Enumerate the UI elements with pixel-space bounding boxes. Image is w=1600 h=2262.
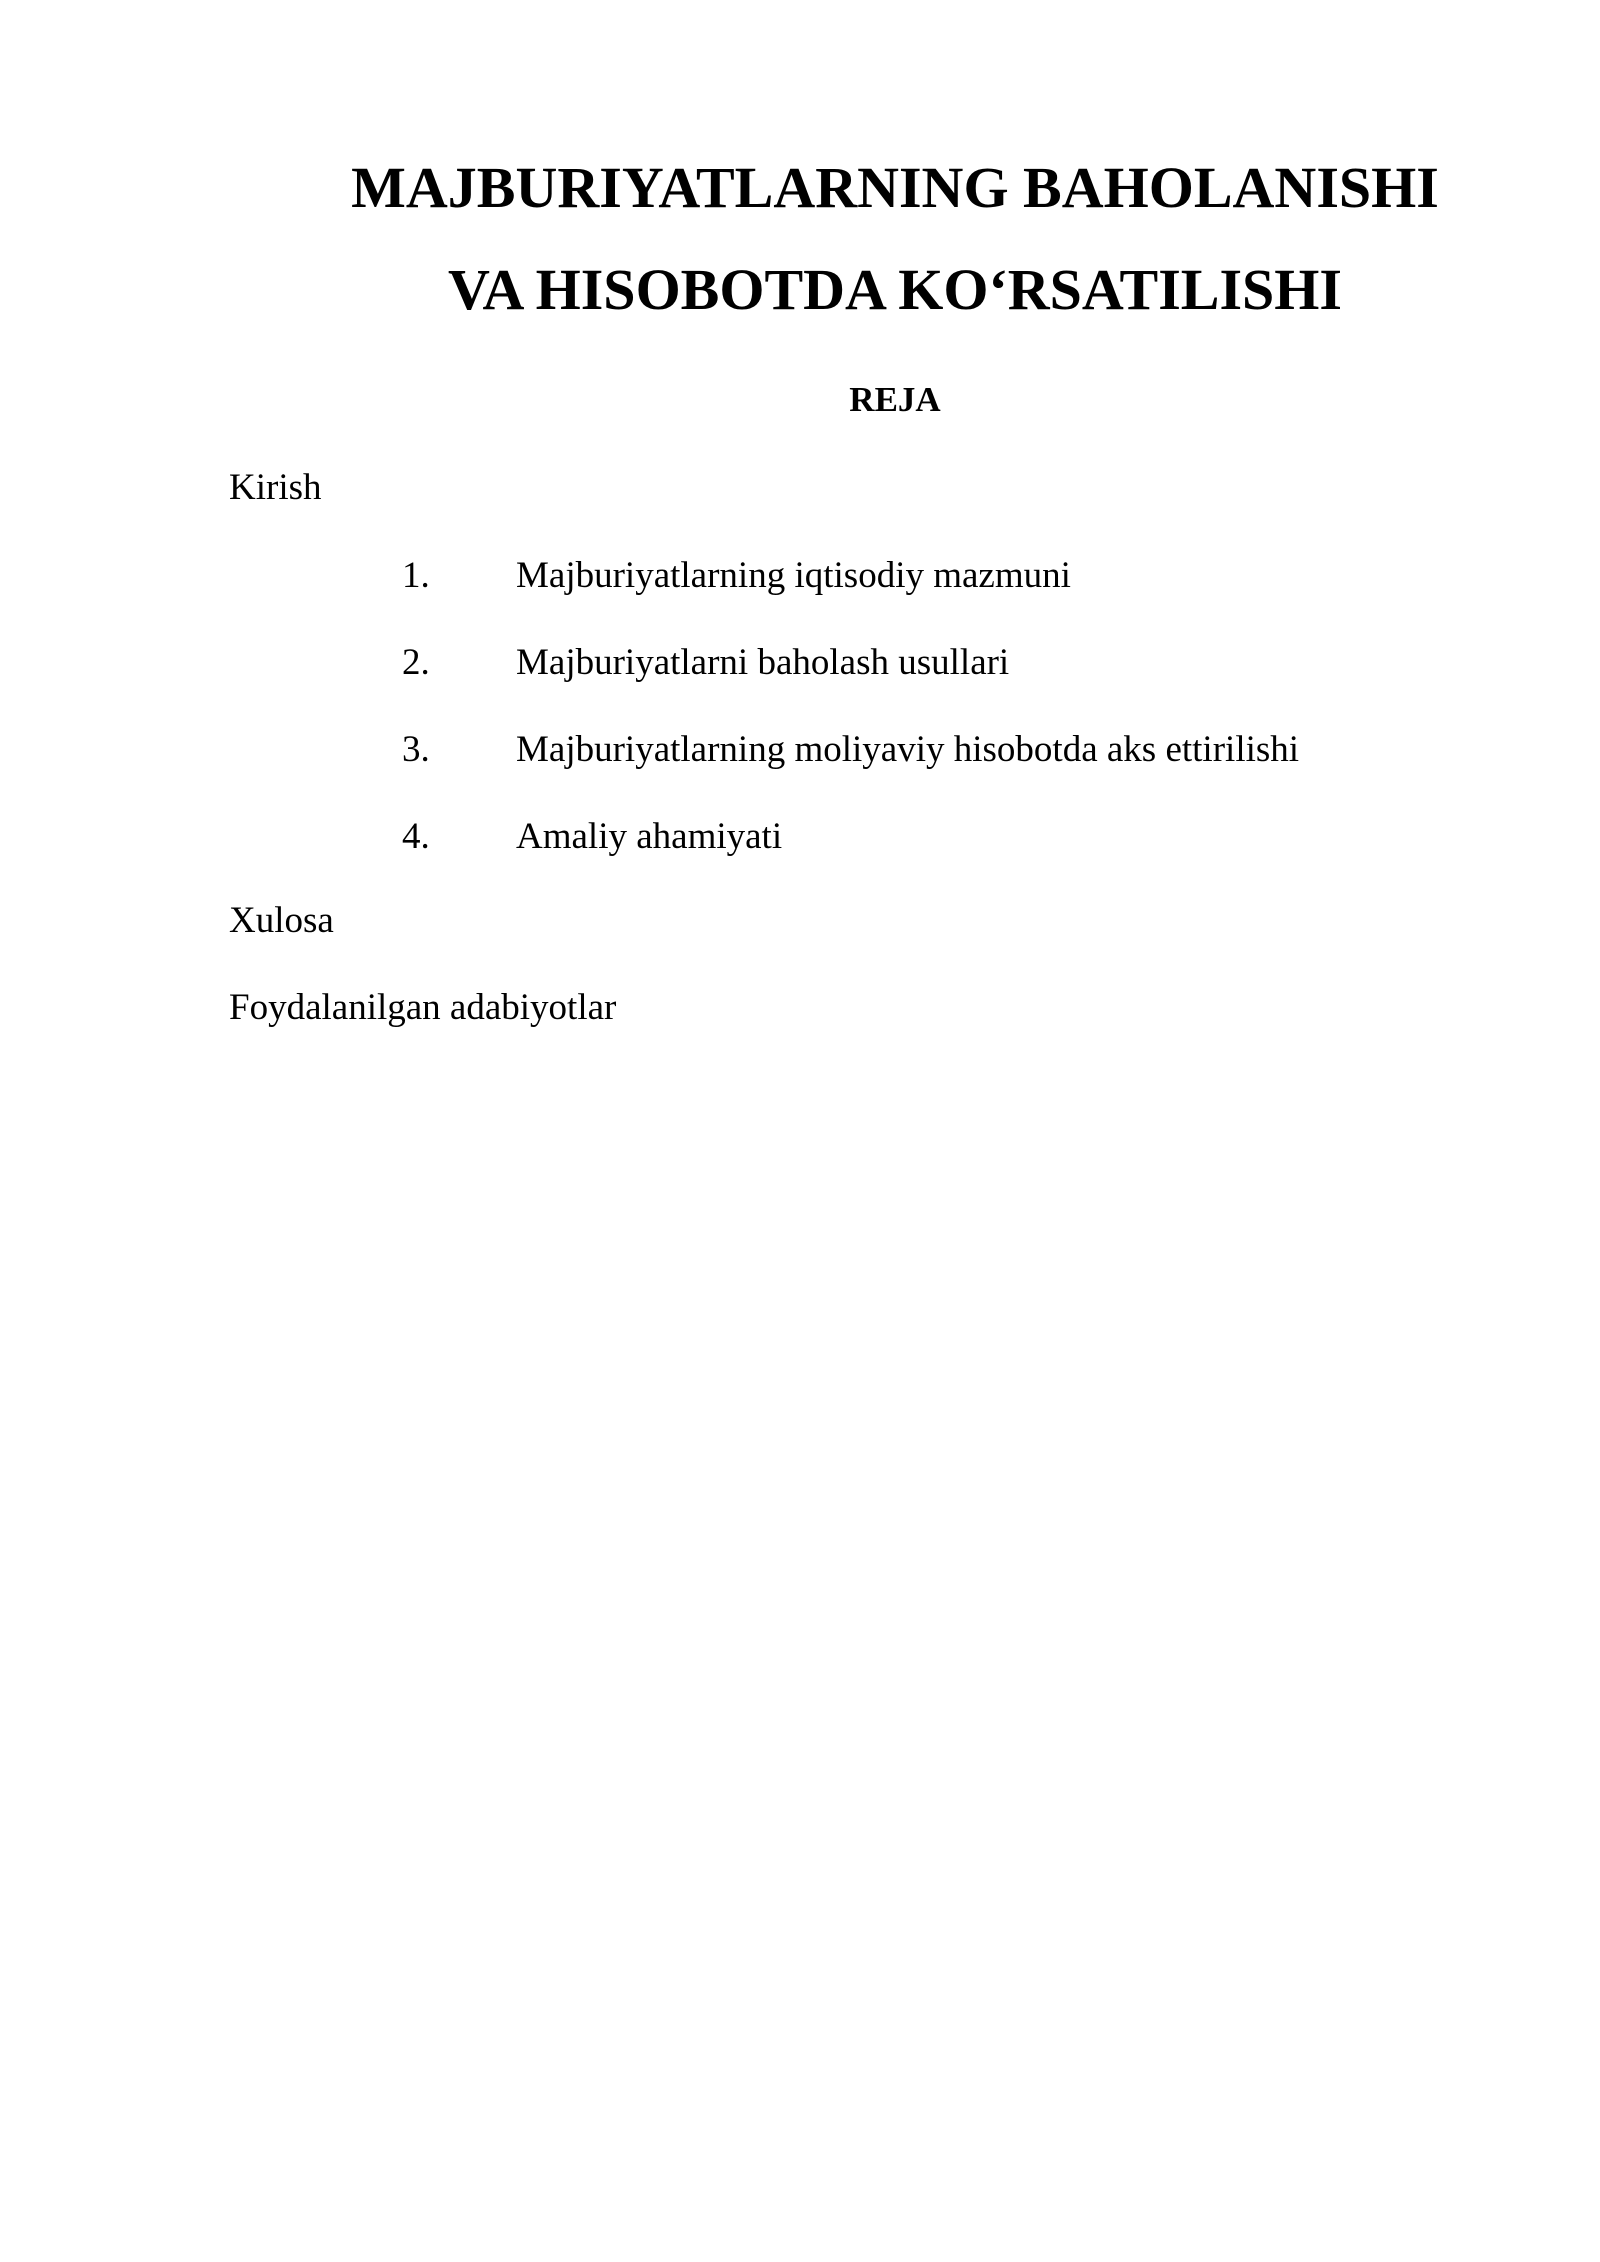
plan-list-item xyxy=(0,553,1450,599)
plan-item-text: Majburiyatlarni baholash usullari xyxy=(516,642,1010,683)
plan-item-number: 2. xyxy=(402,642,430,683)
plan-list-item xyxy=(0,727,1450,773)
plan-item-number: 3. xyxy=(402,729,430,770)
conclusion-item: Xulosa xyxy=(229,900,334,941)
plan-list-item xyxy=(0,640,1450,686)
plan-item-text: Majburiyatlarning moliyaviy hisobotda aks ettirilishi xyxy=(516,729,1300,770)
plan-list-item xyxy=(0,814,1450,860)
plan-heading: REJA xyxy=(849,380,941,419)
plan-item-number: 4. xyxy=(402,816,430,857)
intro-item: Kirish xyxy=(229,467,322,508)
plan-item-number: 1. xyxy=(402,555,430,596)
plan-item-text: Amaliy ahamiyati xyxy=(516,816,783,857)
references-item: Foydalanilgan adabiyotlar xyxy=(229,987,617,1028)
document-title-line-2: VA HISOBOTDA KO‘RSATILISHI xyxy=(448,257,1342,322)
plan-item-text: Majburiyatlarning iqtisodiy mazmuni xyxy=(516,555,1071,596)
document-title-line-1: MAJBURIYATLARNING BAHOLANISHI xyxy=(351,155,1439,220)
